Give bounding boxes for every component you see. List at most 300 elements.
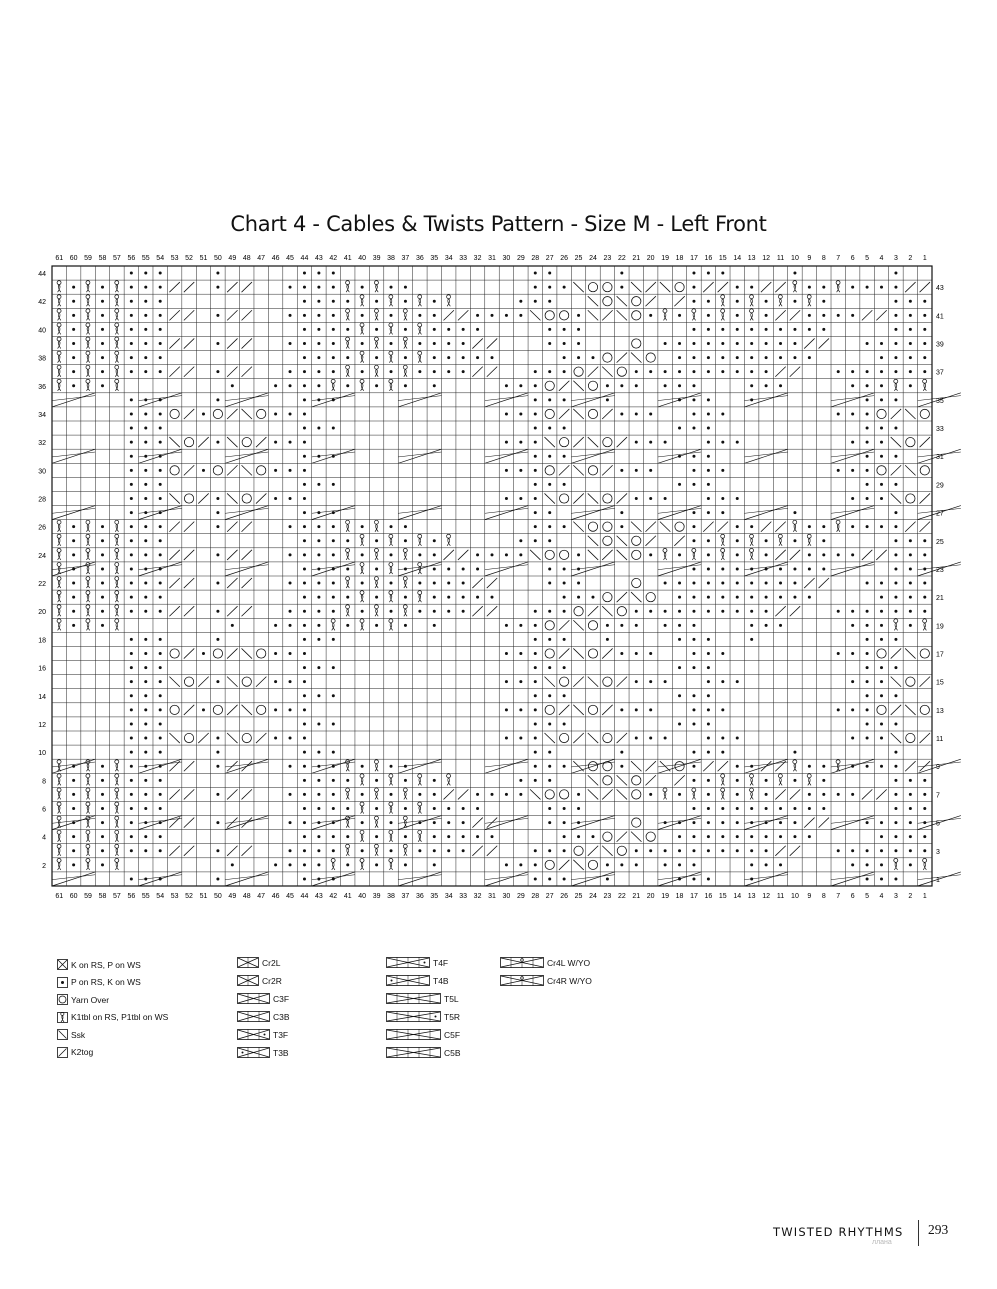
row-label-right: 37: [936, 369, 944, 377]
purl-dot: [851, 469, 854, 472]
purl-dot: [606, 863, 609, 866]
purl-dot: [635, 624, 638, 627]
purl-dot: [620, 765, 623, 768]
k2tog-mark: [184, 818, 194, 828]
purl-dot: [721, 835, 724, 838]
ktbl-mark: [360, 534, 364, 546]
purl-dot: [635, 412, 638, 415]
purl-dot: [707, 441, 710, 444]
ktbl-mark: [403, 365, 407, 377]
purl-dot: [101, 582, 104, 585]
row-label-right: 15: [936, 679, 944, 687]
purl-dot: [866, 582, 869, 585]
purl-dot: [303, 525, 306, 528]
purl-dot: [793, 807, 796, 810]
purl-dot: [678, 427, 681, 430]
k2tog-mark: [227, 310, 237, 320]
k2tog-mark: [444, 310, 454, 320]
column-label-bottom: 60: [69, 893, 78, 900]
purl-dot: [447, 849, 450, 852]
purl-dot: [101, 539, 104, 542]
k2tog-mark: [920, 733, 930, 743]
legend-label: C5B: [444, 1047, 461, 1058]
purl-dot: [866, 342, 869, 345]
purl-dot: [332, 582, 335, 585]
purl-dot: [548, 272, 551, 275]
purl-dot: [606, 398, 609, 401]
ktbl-mark: [115, 605, 119, 617]
purl-dot: [144, 539, 147, 542]
legend-label: Cr2L: [262, 957, 281, 968]
k2tog-mark: [242, 310, 252, 320]
purl-dot: [289, 412, 292, 415]
purl-dot: [793, 300, 796, 303]
k2tog-mark: [184, 310, 194, 320]
purl-dot: [635, 737, 638, 740]
purl-dot: [404, 356, 407, 359]
purl-dot: [548, 342, 551, 345]
purl-dot: [635, 497, 638, 500]
purl-dot: [649, 412, 652, 415]
purl-dot: [159, 596, 162, 599]
purl-dot: [447, 807, 450, 810]
purl-dot: [390, 370, 393, 373]
ktbl-mark: [57, 562, 61, 574]
purl-dot: [274, 624, 277, 627]
purl-dot: [332, 638, 335, 641]
purl-dot: [519, 737, 522, 740]
k2tog-mark: [227, 465, 237, 475]
k2tog-mark: [242, 338, 252, 348]
purl-dot: [765, 807, 768, 810]
purl-dot: [289, 525, 292, 528]
purl-dot: [144, 412, 147, 415]
purl-dot: [664, 737, 667, 740]
k2tog-mark: [227, 606, 237, 616]
purl-dot: [462, 610, 465, 613]
yarn-over-mark: [603, 592, 612, 601]
ktbl-mark: [115, 281, 119, 293]
ktbl-mark: [115, 591, 119, 603]
purl-dot: [72, 793, 75, 796]
purl-dot: [534, 497, 537, 500]
k2tog-mark: [703, 522, 713, 532]
purl-dot: [72, 370, 75, 373]
purl-dot: [678, 638, 681, 641]
purl-dot: [721, 596, 724, 599]
legend-label: C5F: [444, 1029, 461, 1040]
k2tog-mark: [184, 761, 194, 771]
purl-dot: [692, 342, 695, 345]
k2tog-mark: [184, 367, 194, 377]
ktbl-mark: [807, 774, 811, 786]
purl-dot: [534, 412, 537, 415]
purl-dot: [101, 835, 104, 838]
purl-dot: [808, 567, 811, 570]
k2tog-mark: [184, 465, 194, 475]
ktbl-mark: [389, 591, 393, 603]
purl-dot: [808, 286, 811, 289]
ktbl-mark: [923, 379, 927, 391]
purl-dot: [707, 300, 710, 303]
purl-dot: [563, 525, 566, 528]
column-label-top: 41: [343, 255, 352, 262]
purl-dot: [303, 384, 306, 387]
purl-dot: [144, 751, 147, 754]
yarn-over-mark: [242, 677, 251, 686]
k2tog-mark: [227, 789, 237, 799]
purl-dot: [707, 807, 710, 810]
ssk-mark: [660, 522, 670, 532]
purl-dot: [346, 807, 349, 810]
ktbl-mark: [86, 534, 90, 546]
k2tog-mark: [559, 465, 569, 475]
purl-dot: [317, 525, 320, 528]
purl-dot: [404, 596, 407, 599]
ssk-mark: [617, 296, 627, 306]
ktbl-mark: [750, 309, 754, 321]
column-label-top: 31: [488, 255, 496, 262]
purl-dot: [894, 553, 897, 556]
row-label-right: 17: [936, 651, 944, 659]
purl-dot: [649, 652, 652, 655]
column-label-top: 33: [459, 255, 468, 262]
purl-dot: [216, 638, 219, 641]
purl-dot: [216, 680, 219, 683]
purl-dot: [548, 877, 551, 880]
purl-dot: [274, 469, 277, 472]
purl-dot: [159, 680, 162, 683]
purl-dot: [216, 877, 219, 880]
purl-dot: [433, 384, 436, 387]
purl-dot: [361, 314, 364, 317]
purl-dot: [361, 525, 364, 528]
yarn-over-mark: [877, 409, 886, 418]
purl-dot: [548, 722, 551, 725]
k2tog-mark: [227, 648, 237, 658]
purl-dot: [707, 427, 710, 430]
purl-dot: [793, 779, 796, 782]
column-label-top: 51: [199, 255, 208, 262]
yarn-over-mark: [632, 578, 641, 587]
ssk-mark: [573, 705, 583, 715]
row-label-left: 16: [38, 665, 46, 673]
purl-dot: [577, 328, 580, 331]
purl-dot: [909, 596, 912, 599]
purl-dot: [216, 737, 219, 740]
k2tog-mark: [472, 818, 482, 828]
k2tog-mark: [819, 338, 829, 348]
purl-dot: [375, 567, 378, 570]
purl-dot: [548, 638, 551, 641]
purl-dot: [664, 384, 667, 387]
purl-dot: [866, 821, 869, 824]
purl-dot: [130, 469, 133, 472]
yarn-over-mark: [213, 409, 222, 418]
purl-dot: [649, 370, 652, 373]
purl-dot: [332, 272, 335, 275]
footer-book-title: TWISTED RHYTHMS: [773, 1225, 904, 1239]
purl-dot: [534, 525, 537, 528]
k2tog-mark: [674, 775, 684, 785]
purl-dot: [808, 314, 811, 317]
purl-dot: [779, 835, 782, 838]
ktbl-mark: [57, 788, 61, 800]
ktbl-mark: [346, 281, 350, 293]
purl-dot: [880, 497, 883, 500]
purl-dot: [909, 300, 912, 303]
purl-dot: [880, 370, 883, 373]
purl-dot: [433, 539, 436, 542]
ktbl-mark: [86, 774, 90, 786]
ktbl-mark: [115, 379, 119, 391]
k2tog-mark: [674, 536, 684, 546]
purl-dot: [130, 398, 133, 401]
purl-dot: [721, 807, 724, 810]
purl-dot: [548, 483, 551, 486]
purl-dot: [692, 567, 695, 570]
purl-dot: [130, 455, 133, 458]
row-label-right: 3: [936, 848, 940, 856]
purl-dot: [447, 370, 450, 373]
yarn-over-mark: [545, 409, 554, 418]
purl-dot: [317, 807, 320, 810]
column-label-top: 40: [358, 255, 367, 262]
yarn-over-mark: [184, 677, 193, 686]
row-label-left: 2: [42, 862, 46, 870]
legend-label: C3F: [273, 993, 290, 1004]
purl-dot: [923, 582, 926, 585]
yarn-over-mark: [545, 621, 554, 630]
purl-dot: [202, 708, 205, 711]
column-label-top: 36: [415, 255, 424, 262]
purl-dot: [894, 455, 897, 458]
purl-dot: [548, 328, 551, 331]
purl-dot: [418, 342, 421, 345]
purl-dot: [692, 779, 695, 782]
purl-dot: [101, 765, 104, 768]
purl-dot: [303, 553, 306, 556]
purl-dot: [779, 342, 782, 345]
purl-dot: [332, 779, 335, 782]
purl-dot: [837, 849, 840, 852]
purl-dot: [851, 737, 854, 740]
yarn-over-mark: [617, 846, 626, 855]
purl-dot: [837, 610, 840, 613]
row-label-right: 1: [936, 876, 940, 884]
column-label-top: 26: [560, 255, 569, 262]
purl-dot: [678, 722, 681, 725]
purl-dot: [866, 722, 869, 725]
column-label-bottom: 35: [430, 893, 439, 900]
ktbl-mark: [793, 281, 797, 293]
purl-dot: [144, 779, 147, 782]
purl-dot: [130, 328, 133, 331]
ktbl-mark: [57, 534, 61, 546]
purl-dot: [866, 427, 869, 430]
purl-dot: [736, 821, 739, 824]
purl-dot: [101, 525, 104, 528]
yarn-over-mark: [213, 466, 222, 475]
purl-dot: [851, 553, 854, 556]
legend-label: Ssk: [71, 1029, 86, 1040]
purl-dot: [880, 455, 883, 458]
purl-dot: [476, 793, 479, 796]
k2tog-mark: [862, 310, 872, 320]
purl-dot: [909, 370, 912, 373]
purl-dot: [332, 286, 335, 289]
page-number: 293: [928, 1222, 949, 1237]
purl-dot: [72, 596, 75, 599]
purl-dot: [736, 342, 739, 345]
purl-dot: [144, 596, 147, 599]
purl-dot: [317, 779, 320, 782]
purl-dot: [72, 849, 75, 852]
purl-dot: [303, 863, 306, 866]
purl-dot: [534, 624, 537, 627]
purl-dot: [750, 835, 753, 838]
purl-dot: [361, 582, 364, 585]
purl-dot: [130, 610, 133, 613]
k2tog-mark: [819, 818, 829, 828]
purl-dot: [692, 272, 695, 275]
purl-dot: [144, 483, 147, 486]
purl-dot: [418, 849, 421, 852]
purl-dot: [130, 511, 133, 514]
column-label-top: 5: [865, 255, 870, 262]
purl-dot: [130, 694, 133, 697]
yarn-over-mark: [559, 550, 568, 559]
purl-dot: [837, 314, 840, 317]
purl-dot: [851, 497, 854, 500]
purl-dot: [721, 737, 724, 740]
purl-dot: [822, 553, 825, 556]
k2tog-mark: [876, 789, 886, 799]
purl-dot: [649, 441, 652, 444]
purl-dot: [534, 737, 537, 740]
column-label-bottom: 13: [747, 893, 756, 900]
purl-dot: [563, 342, 566, 345]
k2tog-mark: [169, 522, 179, 532]
k2tog-mark: [790, 789, 800, 799]
column-label-top: 48: [242, 255, 251, 262]
k2tog-mark: [602, 310, 612, 320]
purl-dot: [692, 807, 695, 810]
purl-dot: [505, 553, 508, 556]
purl-dot: [101, 610, 104, 613]
purl-dot: [923, 779, 926, 782]
purl-dot: [519, 624, 522, 627]
yarn-over-mark: [632, 311, 641, 320]
ktbl-mark: [346, 577, 350, 589]
yarn-over-mark: [920, 466, 929, 475]
purl-dot: [678, 849, 681, 852]
k2tog-mark: [198, 493, 208, 503]
purl-dot: [692, 539, 695, 542]
purl-dot: [577, 596, 580, 599]
purl-dot: [765, 314, 768, 317]
ktbl-mark: [115, 548, 119, 560]
legend-label: Yarn Over: [71, 994, 110, 1005]
yarn-over-mark: [588, 381, 597, 390]
yarn-over-mark: [545, 649, 554, 658]
purl-dot: [303, 751, 306, 754]
purl-dot: [894, 835, 897, 838]
ktbl-mark: [360, 351, 364, 363]
purl-dot: [534, 722, 537, 725]
yarn-over-mark: [632, 776, 641, 785]
column-label-bottom: 27: [545, 893, 554, 900]
purl-dot: [779, 384, 782, 387]
ktbl-mark: [418, 351, 422, 363]
purl-dot: [692, 877, 695, 880]
purl-dot: [765, 553, 768, 556]
purl-dot: [880, 722, 883, 725]
yarn-over-mark: [920, 705, 929, 714]
purl-dot: [130, 286, 133, 289]
ktbl-mark: [115, 562, 119, 574]
purl-dot: [505, 314, 508, 317]
purl-dot: [664, 441, 667, 444]
purl-dot: [519, 863, 522, 866]
column-label-bottom: 42: [329, 893, 338, 900]
purl-dot: [822, 539, 825, 542]
ktbl-mark: [57, 351, 61, 363]
purl-dot: [144, 553, 147, 556]
purl-dot: [491, 596, 494, 599]
purl-dot: [664, 370, 667, 373]
purl-dot: [361, 765, 364, 768]
purl-dot: [433, 582, 436, 585]
purl-dot: [649, 314, 652, 317]
row-label-right: 21: [936, 595, 944, 603]
k2tog-mark: [617, 437, 627, 447]
column-label-top: 32: [473, 255, 482, 262]
purl-dot: [404, 286, 407, 289]
ssk-mark: [573, 465, 583, 475]
purl-dot: [130, 708, 133, 711]
purl-dot: [303, 722, 306, 725]
purl-dot: [880, 398, 883, 401]
purl-dot: [418, 582, 421, 585]
column-label-top: 18: [675, 255, 684, 262]
purl-dot: [548, 455, 551, 458]
purl-dot: [476, 807, 479, 810]
purl-dot: [159, 314, 162, 317]
purl-dot: [707, 666, 710, 669]
purl-dot: [620, 272, 623, 275]
purl-dot: [317, 610, 320, 613]
purl-dot: [591, 835, 594, 838]
ktbl-mark: [403, 337, 407, 349]
purl-dot: [72, 314, 75, 317]
column-label-top: 3: [893, 255, 898, 262]
column-label-top: 54: [156, 255, 165, 262]
k2tog-mark: [602, 409, 612, 419]
purl-dot: [289, 708, 292, 711]
purl-dot: [144, 582, 147, 585]
ssk-mark: [905, 648, 915, 658]
k2tog-mark: [458, 550, 468, 560]
purl-dot: [144, 793, 147, 796]
purl-dot: [303, 469, 306, 472]
purl-dot: [563, 398, 566, 401]
purl-dot: [144, 680, 147, 683]
yarn-over-mark: [170, 649, 179, 658]
column-label-top: 58: [98, 255, 107, 262]
k2tog-mark: [790, 846, 800, 856]
ktbl-mark: [57, 830, 61, 842]
